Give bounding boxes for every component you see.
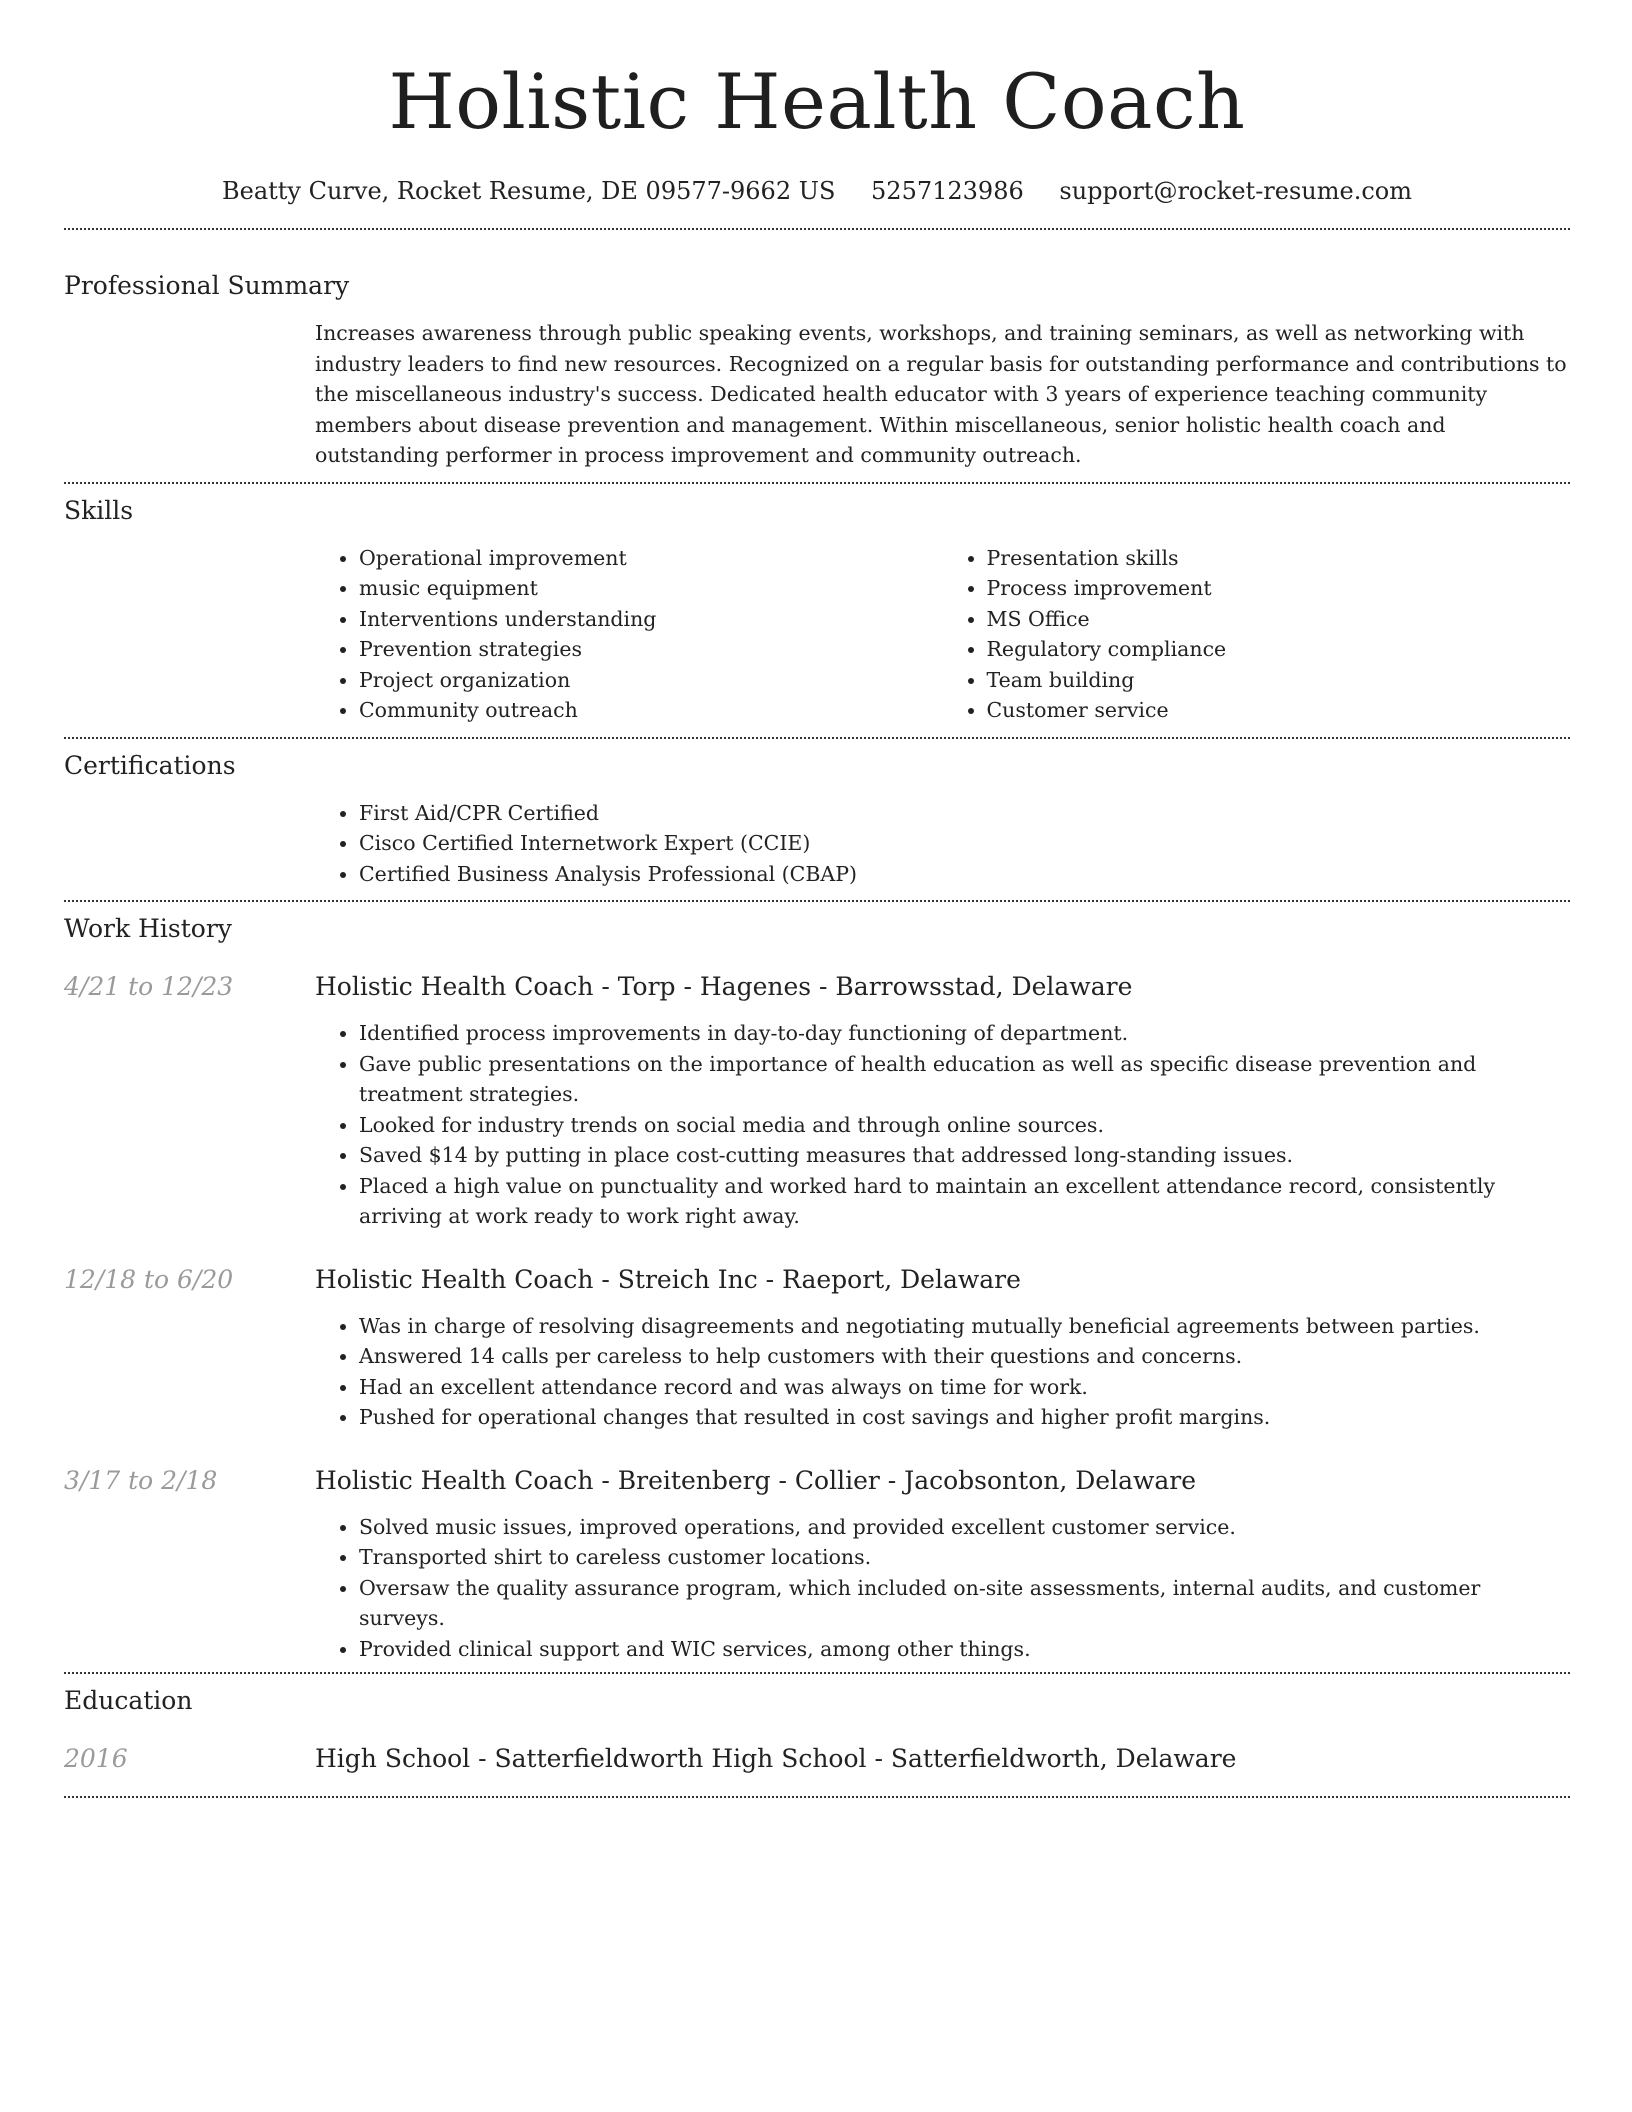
contact-email: support@rocket-resume.com — [1059, 177, 1412, 205]
skill-item: • Team building — [987, 665, 1571, 696]
certifications-section — [64, 749, 1570, 890]
skills-section — [64, 494, 1570, 726]
work-history-section — [64, 912, 1570, 1664]
contact-line — [64, 174, 1570, 208]
job-bullet: • Answered 14 calls per careless to help customers with their questions and concerns. — [359, 1341, 1570, 1372]
job-bullet: • Provided clinical support and WIC services, among other things. — [359, 1634, 1570, 1665]
skill-item: • Interventions understanding — [359, 604, 943, 635]
skill-item: • Community outreach — [359, 695, 943, 726]
job-content — [315, 970, 1570, 1232]
job-bullets — [315, 1512, 1570, 1665]
divider — [64, 1672, 1570, 1674]
certifications-list-wrap — [315, 798, 1570, 890]
resume-page — [64, 0, 1570, 1798]
education-content — [315, 1742, 1570, 1776]
contact-phone: 5257123986 — [871, 177, 1024, 205]
divider — [64, 228, 1570, 230]
summary-heading: Professional Summary — [64, 271, 350, 300]
certification-item: • First Aid/CPR Certified — [359, 798, 1570, 829]
job-title: Holistic Health Coach - Breitenberg - Collier - Jacobsonton, Delaware — [315, 1465, 1197, 1495]
education-section — [64, 1684, 1570, 1776]
job-bullet: • Gave public presentations on the importance of health education as well as specific disease prevention and treatment strategies. — [359, 1049, 1570, 1110]
job-title: Holistic Health Coach - Torp - Hagenes - Barrowsstad, Delaware — [315, 972, 1133, 1001]
job-title: Holistic Health Coach - Streich Inc - Raeport, Delaware — [315, 1264, 1021, 1294]
divider — [64, 1796, 1570, 1798]
job-bullet: • Solved music issues, improved operations, and provided excellent customer service. — [359, 1512, 1570, 1543]
skills-list-left — [315, 543, 943, 726]
summary-section — [64, 269, 1570, 471]
education-title: High School - Satterfieldworth High School - Satterfieldworth, Delaware — [315, 1744, 1237, 1773]
job-content — [315, 1263, 1570, 1433]
skills-heading: Skills — [64, 495, 134, 525]
job-bullet: • Placed a high value on punctuality and worked hard to maintain an excellent attendance record, consistently arriving at work ready to work right away. — [359, 1171, 1570, 1232]
skill-item: • Customer service — [987, 695, 1571, 726]
job-bullet: • Looked for industry trends on social media and through online sources. — [359, 1110, 1570, 1141]
education-entry — [64, 1742, 1570, 1776]
skill-item: • Project organization — [359, 665, 943, 696]
skill-item: • MS Office — [987, 604, 1571, 635]
certification-item: • Certified Business Analysis Professional (CBAP) — [359, 859, 1570, 890]
job-bullet: • Oversaw the quality assurance program, which included on-site assessments, internal audits, and customer surveys. — [359, 1573, 1570, 1634]
education-year: 2016 — [64, 1744, 128, 1773]
job-bullet: • Saved $14 by putting in place cost-cutting measures that addressed long-standing issues. — [359, 1140, 1570, 1171]
divider — [64, 900, 1570, 902]
job-entry — [64, 1263, 1570, 1433]
job-dates: 12/18 to 6/20 — [64, 1264, 234, 1294]
skill-item: • Prevention strategies — [359, 634, 943, 665]
job-bullet: • Transported shirt to careless customer locations. — [359, 1542, 1570, 1573]
job-dates: 4/21 to 12/23 — [64, 972, 234, 1001]
certifications-heading: Certifications — [64, 750, 236, 780]
certification-item: • Cisco Certified Internetwork Expert (CCIE) — [359, 828, 1570, 859]
divider — [64, 482, 1570, 484]
job-bullets — [315, 1018, 1570, 1232]
divider — [64, 737, 1570, 739]
candidate-name: Holistic Health Coach — [388, 57, 1246, 146]
skill-item: • Presentation skills — [987, 543, 1571, 574]
contact-address: Beatty Curve, Rocket Resume, DE 09577-9662 US — [221, 177, 836, 205]
job-entry — [64, 1464, 1570, 1665]
skills-list-right — [943, 543, 1571, 726]
skill-item: • Regulatory compliance — [987, 634, 1571, 665]
education-heading: Education — [64, 1686, 193, 1715]
skill-item: • music equipment — [359, 573, 943, 604]
job-content — [315, 1464, 1570, 1665]
work-history-heading: Work History — [64, 914, 232, 943]
job-bullet: • Identified process improvements in day-to-day functioning of department. — [359, 1018, 1570, 1049]
job-bullet: • Pushed for operational changes that resulted in cost savings and higher profit margins. — [359, 1402, 1570, 1433]
skill-item: • Operational improvement — [359, 543, 943, 574]
certifications-list — [315, 798, 1570, 890]
skill-item: • Process improvement — [987, 573, 1571, 604]
job-entry — [64, 970, 1570, 1232]
job-bullet: • Had an excellent attendance record and was always on time for work. — [359, 1372, 1570, 1403]
job-dates: 3/17 to 2/18 — [64, 1465, 218, 1495]
skills-columns — [315, 543, 1570, 726]
summary-text: Increases awareness through public speaking events, workshops, and training seminars, as well as networking with industry leaders to find new resources. Recognized on a regular basis for outstanding performance and contributions to the miscellaneous industry's success. Dedicated health educator with 3 years of experience teaching community members about disease prevention and management. Within miscellaneous, senior holistic health coach and outstanding performer in process improvement and community outreach. — [315, 321, 1567, 467]
job-bullets — [315, 1311, 1570, 1433]
job-bullet: • Was in charge of resolving disagreements and negotiating mutually beneficial agreements between parties. — [359, 1311, 1570, 1342]
